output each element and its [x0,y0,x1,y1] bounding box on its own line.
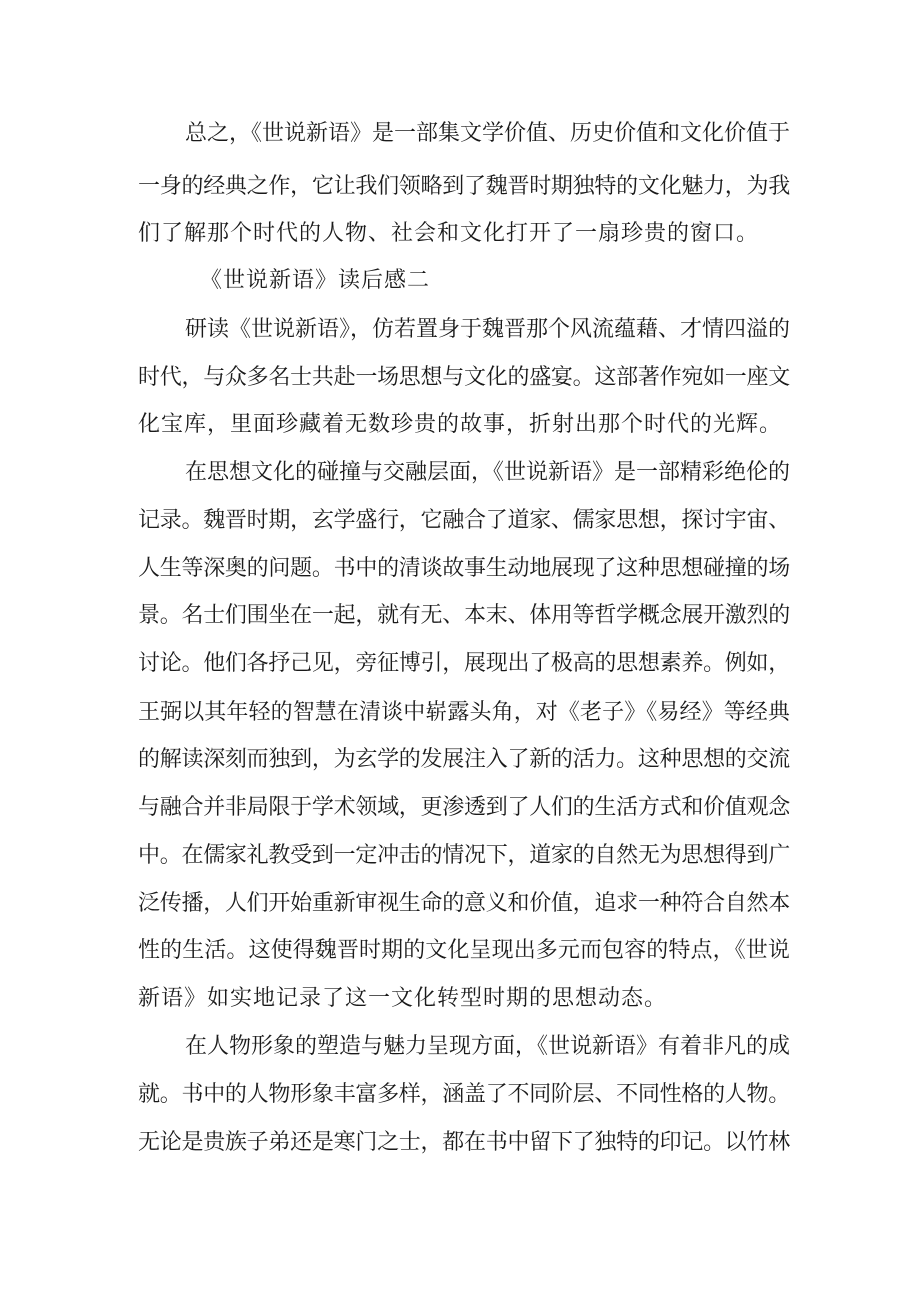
text-line: 研读《世说新语》，仿若置身于魏晋那个风流蕴藉、才情四溢的 [185,317,791,342]
text-line: 新语》如实地记录了这一文化转型时期的思想动态。 [138,986,668,1011]
text-line: 王弼以其年轻的智慧在清谈中崭露头角，对《老子》《易经》等经典 [138,700,791,725]
text-line: 景。名士们围坐在一起，就有无、本末、体用等哲学概念展开激烈的 [138,603,791,628]
text-line: 就。书中的人物形象丰富多样，涵盖了不同阶层、不同性格的人物。 [138,1082,791,1107]
text-line: 在人物形象的塑造与魅力呈现方面，《世说新语》有着非凡的成 [185,1034,791,1059]
text-line: 一身的经典之作，它让我们领略到了魏晋时期独特的文化魅力，为我 [138,174,791,199]
text-line: 在思想文化的碰撞与交融层面，《世说新语》是一部精彩绝伦的 [185,460,791,485]
text-line: 泛传播，人们开始重新审视生命的意义和价值，追求一种符合自然本 [138,891,791,916]
text-line: 性的生活。这使得魏晋时期的文化呈现出多元而包容的特点，《世说 [138,938,791,963]
text-line: 讨论。他们各抒己见，旁征博引，展现出了极高的思想素养。例如， [138,651,791,676]
text-line: 总之，《世说新语》是一部集文学价值、历史价值和文化价值于 [185,121,791,146]
section-heading: 《世说新语》读后感二 [200,268,431,293]
text-line: 时代，与众多名士共赴一场思想与文化的盛宴。这部著作宛如一座文 [138,365,791,390]
text-line: 的解读深刻而独到，为玄学的发展注入了新的活力。这种思想的交流 [138,747,791,772]
text-line: 们了解那个时代的人物、社会和文化打开了一扇珍贵的窗口。 [138,221,760,246]
text-line: 无论是贵族子弟还是寒门之士，都在书中留下了独特的印记。以竹林 [138,1130,791,1155]
text-line: 中。在儒家礼教受到一定冲击的情况下，道家的自然无为思想得到广 [138,843,791,868]
text-line: 与融合并非局限于学术领域，更渗透到了人们的生活方式和价值观念 [138,795,791,820]
text-line: 记录。魏晋时期，玄学盛行，它融合了道家、儒家思想，探讨宇宙、 [138,508,791,533]
text-line: 人生等深奥的问题。书中的清谈故事生动地展现了这种思想碰撞的场 [138,556,791,581]
text-line: 化宝库，里面珍藏着无数珍贵的故事，折射出那个时代的光辉。 [138,412,783,437]
